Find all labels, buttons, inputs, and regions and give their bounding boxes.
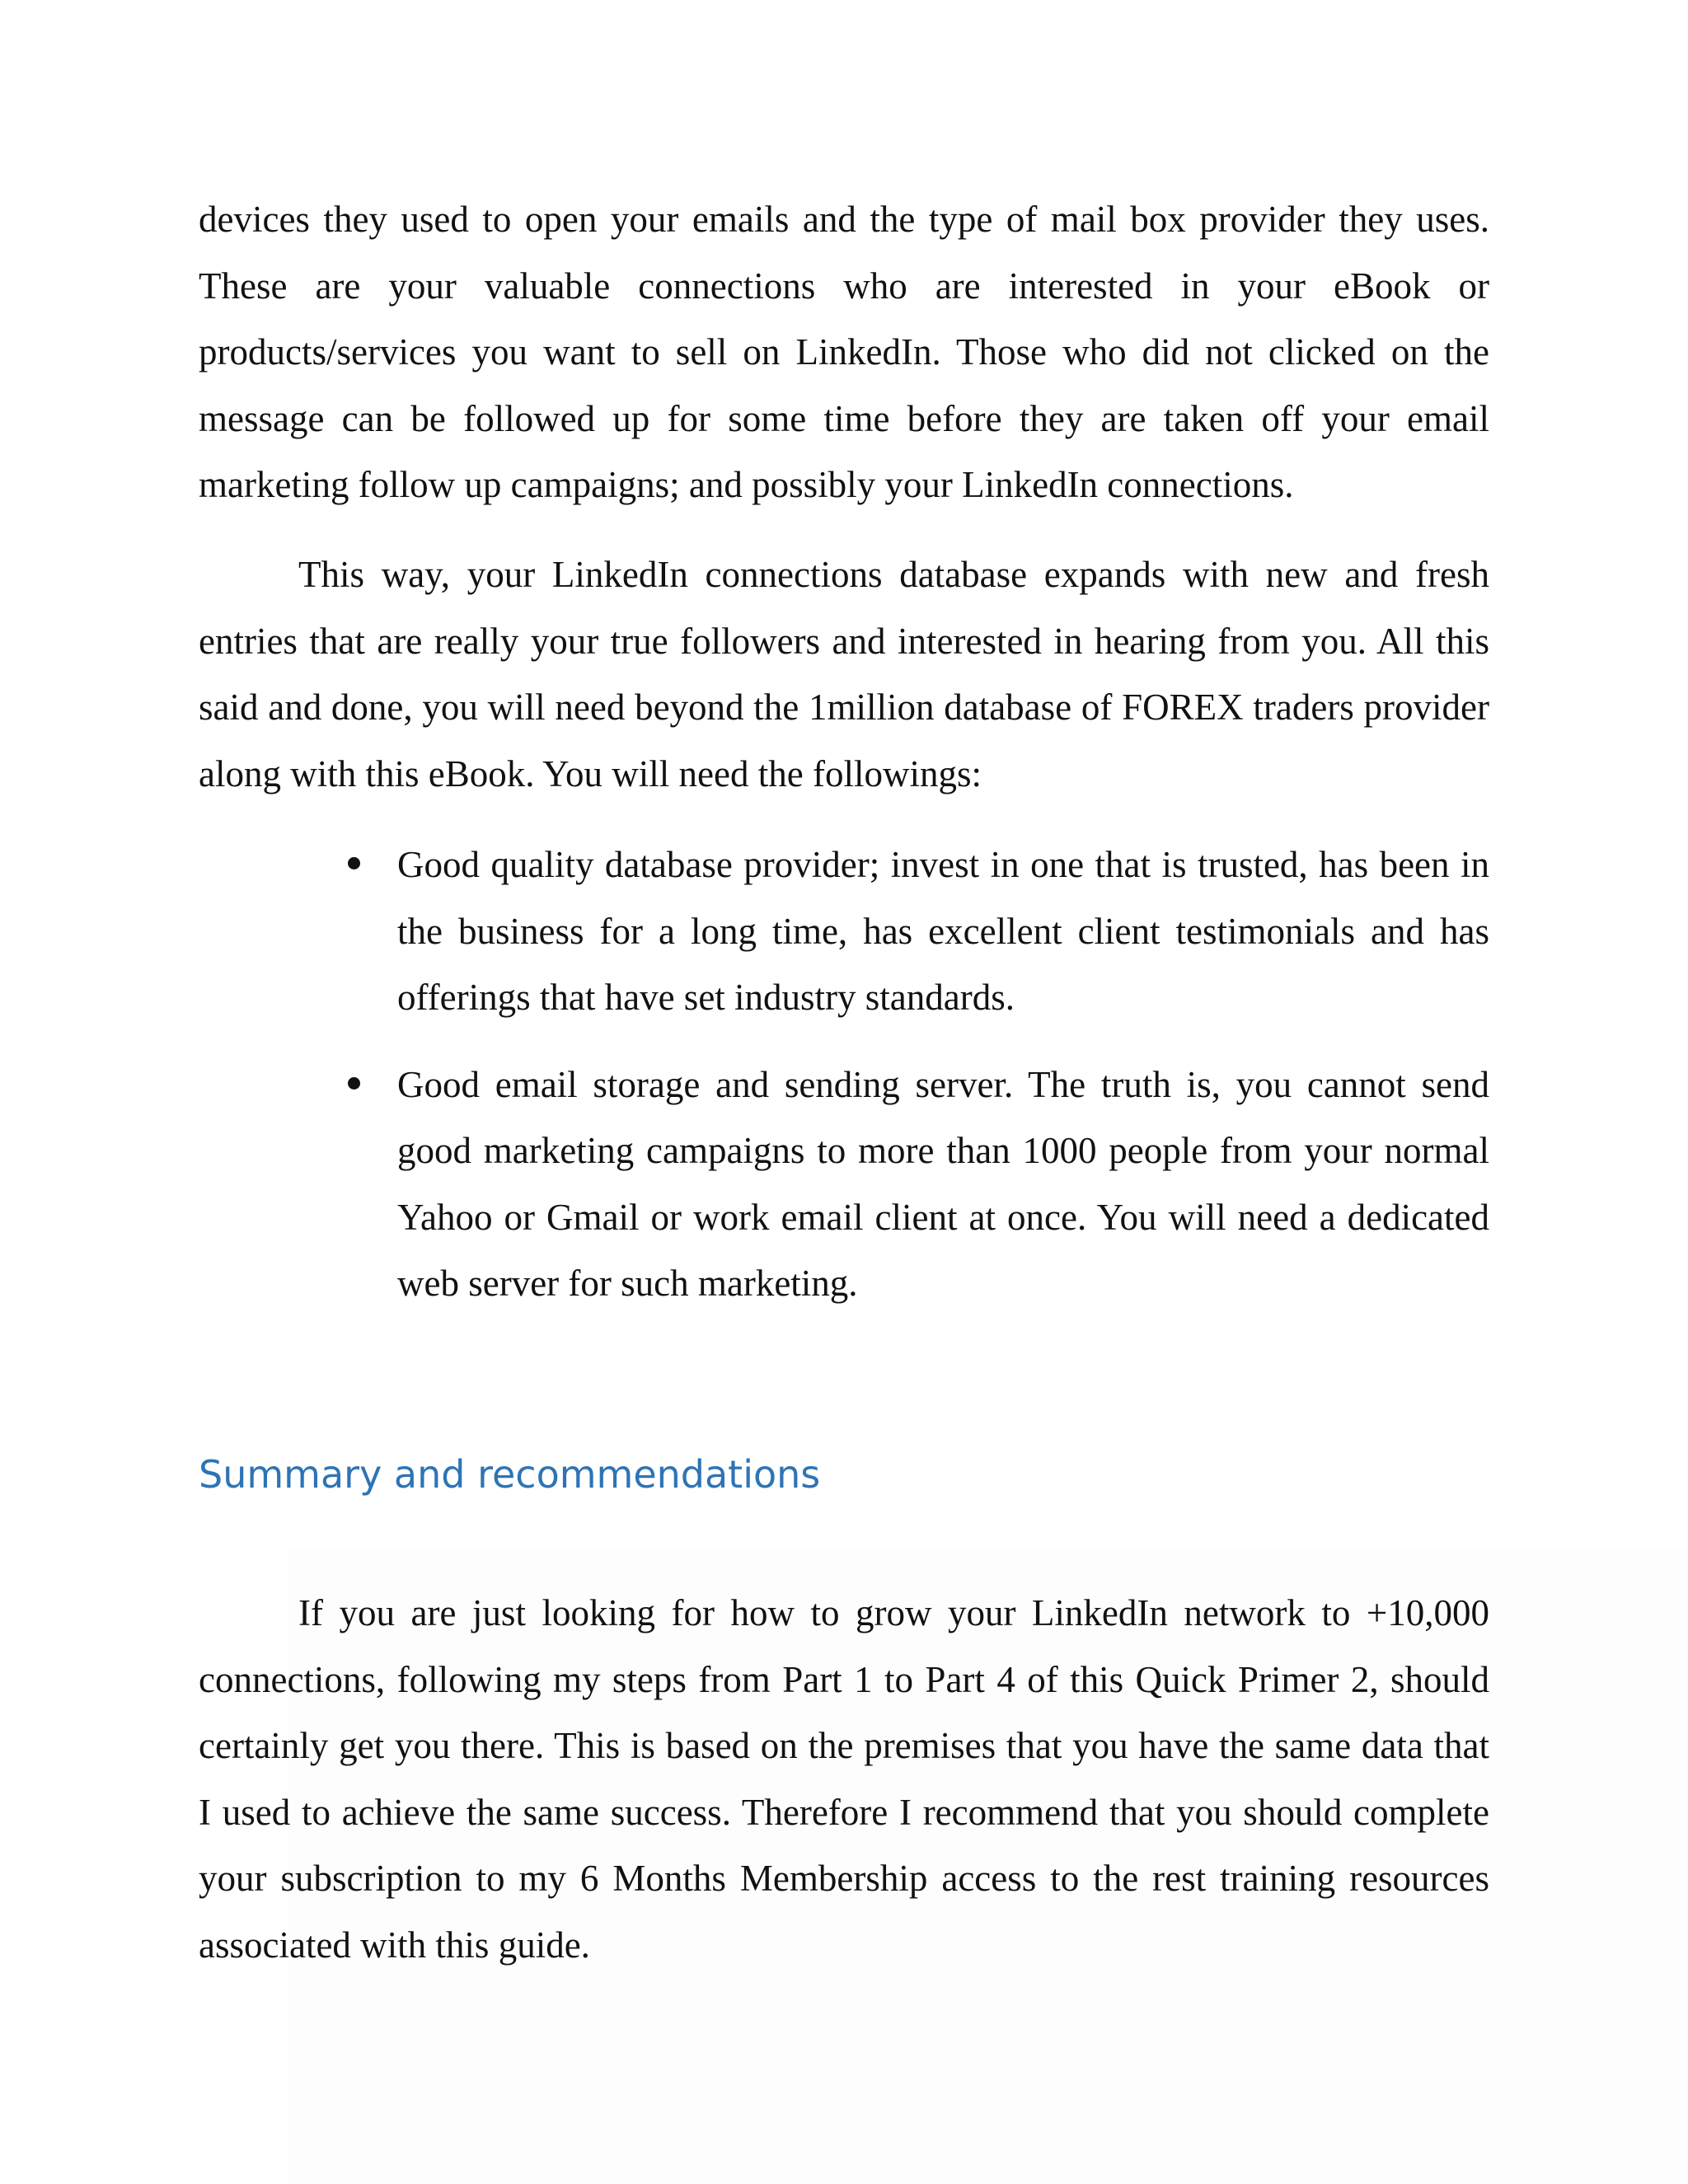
bullet-icon: [348, 1077, 360, 1090]
requirements-list: [397, 832, 1489, 1338]
bullet-icon: [348, 857, 360, 869]
list-item: [397, 832, 1489, 1031]
body-paragraph-1: devices they used to open your emails and the type of mail box provider they uses. These are your valuable connections who are interested in your eBook or products/services you want to sell on LinkedIn. Those who did not clicked on the message can be followed up for some time before they are taken off your email marketing follow up campaigns; and possibly your LinkedIn connections.: [199, 199, 1489, 505]
section-heading: Summary and recommendations: [199, 1452, 821, 1497]
body-paragraph-2: This way, your LinkedIn connections database expands with new and fresh entries that are really your true followers and interested in hearing from you. All this said and done, you will need beyond the 1million database of FOREX traders provider along with this eBook. You will need the followings:: [199, 554, 1489, 794]
list-item-text: Good email storage and sending server. The truth is, you cannot send good marketing campaigns to more than 1000 people from your normal Yahoo or Gmail or work email client at once. You will need a dedicated web server for such marketing.: [397, 1063, 1489, 1304]
list-item: [397, 1052, 1489, 1317]
summary-paragraph: If you are just looking for how to grow your LinkedIn network to +10,000 connections, following my steps from Part 1 to Part 4 of this Quick Primer 2, should certainly get you there. This is based on the premises that you have the same data that I used to achieve the same success. Therefore I recommend that you should complete your subscription to my 6 Months Membership access to the rest training resources associated with this guide.: [199, 1592, 1489, 1966]
list-item-text: Good quality database provider; invest in one that is trusted, has been in the business for a long time, has excellent client testimonials and has offerings that have set industry standards.: [397, 844, 1489, 1018]
